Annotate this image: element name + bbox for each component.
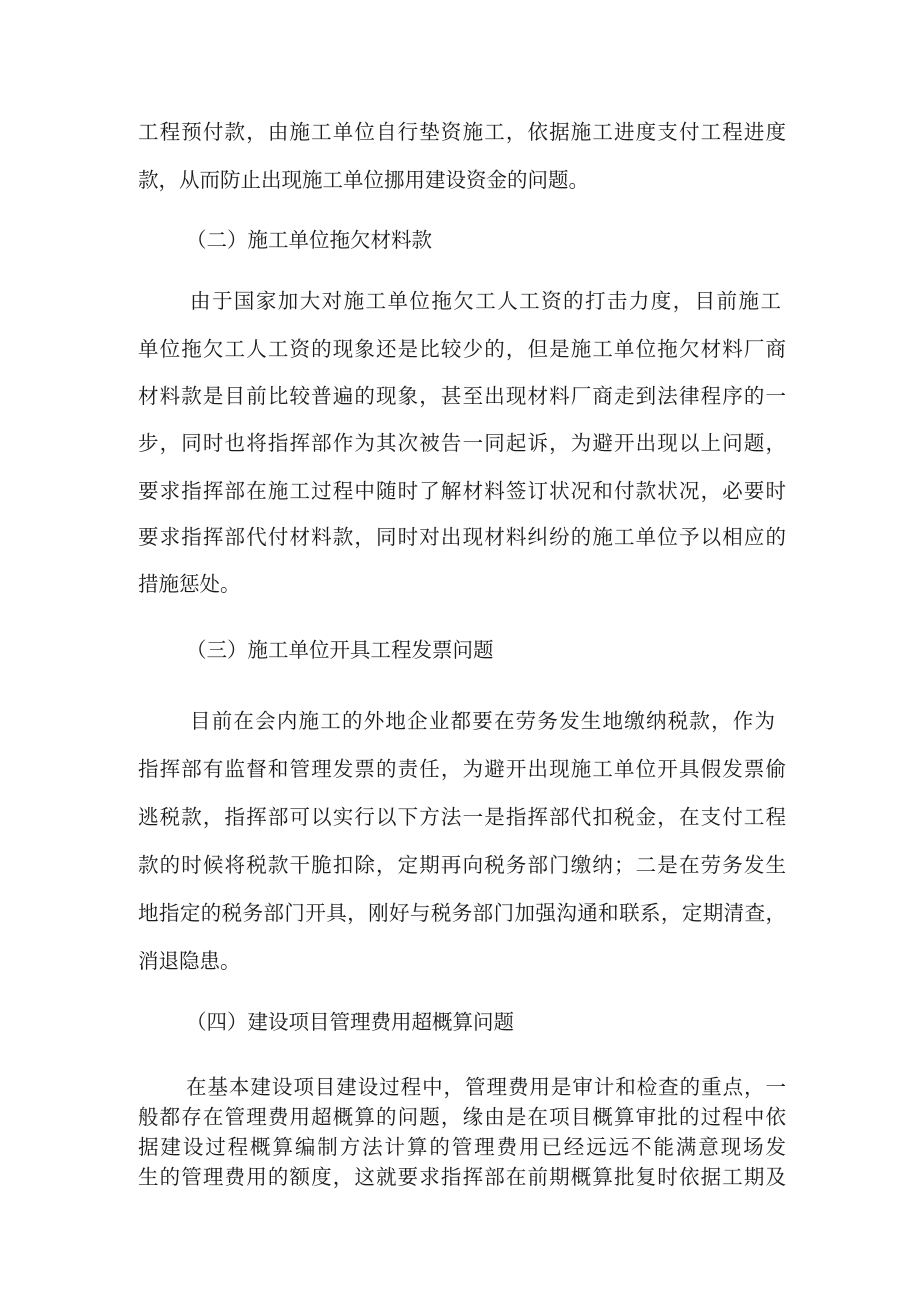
section-heading-3: （三）施工单位开具工程发票问题 (186, 638, 494, 662)
paragraph-line: 由于国家加大对施工单位拖欠工人工资的打击力度，目前施工 (190, 289, 781, 313)
paragraph-line: 款，从而防止出现施工单位挪用建设资金的问题。 (138, 168, 589, 192)
paragraph-line: 般都存在管理费用超概算的问题，缘由是在项目概算审批的过程中依 (138, 1105, 786, 1129)
section-heading-4: （四）建设项目管理费用超概算问题 (186, 1010, 514, 1034)
paragraph-line: 要求指挥部代付材料款，同时对出现材料纠纷的施工单位予以相应的 (138, 525, 786, 549)
paragraph-line: 地指定的税务部门开具，刚好与税务部门加强沟通和联系，定期清查， (138, 901, 786, 925)
paragraph-line: 单位拖欠工人工资的现象还是比较少的，但是施工单位拖欠材料厂商 (138, 337, 786, 361)
paragraph-line: 要求指挥部在施工过程中随时了解材料签订状况和付款状况，必要时 (138, 479, 786, 503)
paragraph-line: 据建设过程概算编制方法计算的管理费用已经远远不能满意现场发 (138, 1135, 786, 1159)
paragraph-line: 工程预付款，由施工单位自行垫资施工，依据施工进度支付工程进度 (138, 120, 786, 144)
paragraph-line: 款的时候将税款干脆扣除，定期再向税务部门缴纳；二是在劳务发生 (138, 853, 786, 877)
paragraph-line: 在基本建设项目建设过程中，管理费用是审计和检查的重点，一 (186, 1075, 786, 1099)
section-heading-2: （二）施工单位拖欠材料款 (186, 228, 432, 252)
paragraph-line: 指挥部有监督和管理发票的责任，为避开出现施工单位开具假发票偷 (138, 757, 786, 781)
paragraph-line: 逃税款，指挥部可以实行以下方法一是指挥部代扣税金，在支付工程 (138, 805, 786, 829)
paragraph-line: 消退隐患。 (138, 949, 241, 973)
paragraph-line: 步，同时也将指挥部作为其次被告一同起诉，为避开出现以上问题， (138, 431, 786, 455)
paragraph-line: 材料款是目前比较普遍的现象，甚至出现材料厂商走到法律程序的一 (138, 384, 786, 408)
paragraph-line: 生的管理费用的额度，这就要求指挥部在前期概算批复时依据工期及 (138, 1165, 786, 1189)
paragraph-line: 目前在会内施工的外地企业都要在劳务发生地缴纳税款，作为 (190, 709, 775, 733)
paragraph-line: 措施惩处。 (138, 572, 241, 596)
